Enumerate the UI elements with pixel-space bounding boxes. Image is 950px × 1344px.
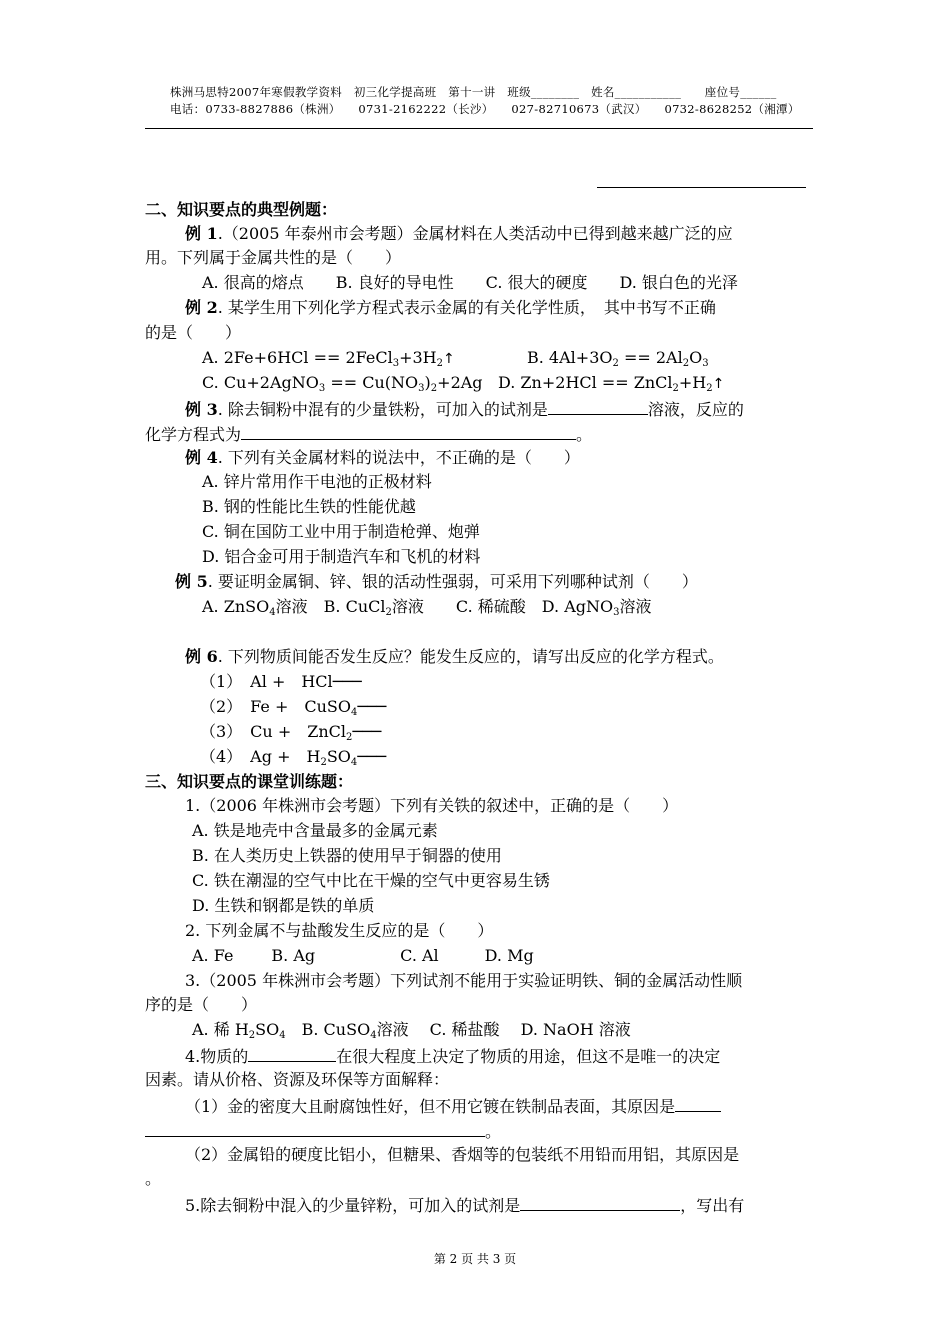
- header-rule: [145, 128, 813, 129]
- question-4-sub-2: （2）金属铅的硬度比铝小，但糖果、香烟等的包装纸不用铅而用铝，其原因是: [185, 1145, 740, 1164]
- question-4-sub-1-cont: 。: [145, 1120, 501, 1142]
- example-1-label: 例 1: [185, 224, 218, 243]
- example-2-option-a: A. $2Fe+6HCl == 2FeCl_3+3H_2↑$: [202, 348, 455, 369]
- example-3-label: 例 3: [185, 400, 218, 419]
- question-4-blank[interactable]: [248, 1045, 336, 1062]
- example-3-blank-1[interactable]: [548, 398, 648, 415]
- example-4-option-d: D. 铝合金可用于制造汽车和飞机的材料: [202, 547, 481, 566]
- example-6-item-3: （3） Cu + ZnCl$_2$───: [200, 722, 382, 743]
- example-5-line: 例 5. 要证明金属铜、锌、银的活动性强弱，可采用下列哪种试剂（ ）: [175, 572, 698, 591]
- example-1-line-1: 例 1.（2005 年泰州市会考题）金属材料在人类活动中已得到越来越广泛的应: [185, 224, 733, 243]
- example-2-option-d: D. $Zn+2HCl == ZnCl_2+H_2↑$: [498, 373, 725, 394]
- question-5-line-1: 5.除去铜粉中混入的少量锌粉，可加入的试剂是 ，写出有: [185, 1196, 745, 1215]
- question-1-option-c: C. 铁在潮湿的空气中比在干燥的空气中更容易生锈: [192, 871, 550, 890]
- example-4-option-b: B. 钢的性能比生铁的性能优越: [202, 497, 416, 516]
- example-2-option-c: C. Cu+2AgNO$_3$ == $Cu(NO_3)_2+2Ag$: [202, 373, 483, 394]
- example-2-label: 例 2: [185, 298, 218, 317]
- header-line-1: 株洲马思特2007年寒假教学资料 初三化学提高班 第十一讲 班级________ 姓名___________ 座位号______: [170, 85, 777, 99]
- question-5-blank[interactable]: [520, 1194, 680, 1211]
- example-2-option-b: B. $4Al+3O_2 == 2Al_2O_3$: [527, 348, 709, 369]
- example-6-line: 例 6. 下列物质间能否发生反应？能发生反应的，请写出反应的化学方程式。: [185, 647, 724, 666]
- question-1-option-d: D. 生铁和钢都是铁的单质: [192, 896, 375, 915]
- question-4-sub-1-blank-a[interactable]: [675, 1095, 721, 1112]
- example-6-item-1: （1） Al + HCl───: [200, 672, 362, 691]
- example-4-option-c: C. 铜在国防工业中用于制造枪弹、炮弹: [202, 522, 480, 541]
- example-5-options: A. ZnSO$_4$溶液 B. CuCl$_2$溶液 C. 稀硫酸 D. AgNO$_3$溶液: [202, 597, 652, 618]
- example-4-line: 例 4. 下列有关金属材料的说法中，不正确的是（ ）: [185, 448, 580, 467]
- question-4-line-2: 因素。请从价格、资源及环保等方面解释：: [145, 1070, 450, 1089]
- question-2: 2. 下列金属不与盐酸发生反应的是（ ）: [185, 921, 494, 940]
- question-4-sub-1: （1）金的密度大且耐腐蚀性好，但不用它镀在铁制品表面，其原因是: [185, 1095, 721, 1117]
- example-6-item-4: （4） Ag + $H_2SO_4───$: [200, 747, 387, 768]
- question-3-line-1: 3.（2005 年株洲市会考题）下列试剂不能用于实验证明铁、铜的金属活动性顺: [185, 971, 743, 990]
- question-4-sub-2-cont: 。: [145, 1169, 162, 1188]
- question-4-line-1: 4.物质的 在很大程度上决定了物质的用途，但这不是唯一的决定: [185, 1047, 721, 1066]
- question-4-sub-1-blank-b[interactable]: [145, 1120, 485, 1137]
- question-3-options: A. 稀 $H_2SO_4$ B. CuSO$_4$溶液 C. 稀盐酸 D. NaOH 溶液: [192, 1020, 631, 1041]
- example-5-label: 例 5: [175, 572, 208, 591]
- example-4-label: 例 4: [185, 448, 218, 467]
- example-1-line-2: 用。下列属于金属共性的是（ ）: [145, 248, 402, 267]
- question-1-option-a: A. 铁是地壳中含量最多的金属元素: [192, 821, 438, 840]
- header-line-2: 电话：0733-8827886（株洲） 0731-2162222（长沙） 027-82710673（武汉） 0732-8628252（湘潭）: [170, 102, 800, 116]
- example-2-line-2: 的是（ ）: [145, 323, 242, 342]
- example-6-label: 例 6: [185, 647, 218, 666]
- question-1-option-b: B. 在人类历史上铁器的使用早于铜器的使用: [192, 846, 502, 865]
- example-6-item-2: （2） Fe + CuSO$_4$───: [200, 697, 387, 718]
- answer-blank-line: [597, 187, 806, 188]
- example-3-blank-2[interactable]: [241, 423, 576, 440]
- question-1: 1.（2006 年株洲市会考题）下列有关铁的叙述中，正确的是（ ）: [185, 796, 679, 815]
- example-2-line-1: 例 2. 某学生用下列化学方程式表示金属的有关化学性质， 其中书写不正确: [185, 298, 716, 317]
- section-3-title: 三、知识要点的课堂训练题：: [145, 772, 354, 791]
- example-4-option-a: A. 锌片常用作干电池的正极材料: [202, 472, 432, 491]
- page-number: 第 2 页 共 3 页: [433, 1252, 517, 1266]
- example-3-line-2: 化学方程式为 。: [145, 425, 593, 444]
- question-3-line-2: 序的是（ ）: [145, 995, 258, 1014]
- example-3-line-1: 例 3. 除去铜粉中混有的少量铁粉，可加入的试剂是 溶液，反应的: [185, 400, 744, 419]
- section-2-title: 二、知识要点的典型例题：: [145, 200, 338, 219]
- example-1-options: A. 很高的熔点 B. 良好的导电性 C. 很大的硬度 D. 银白色的光泽: [202, 273, 738, 292]
- question-2-options: A. Fe B. Ag C. Al D. Mg: [192, 946, 534, 965]
